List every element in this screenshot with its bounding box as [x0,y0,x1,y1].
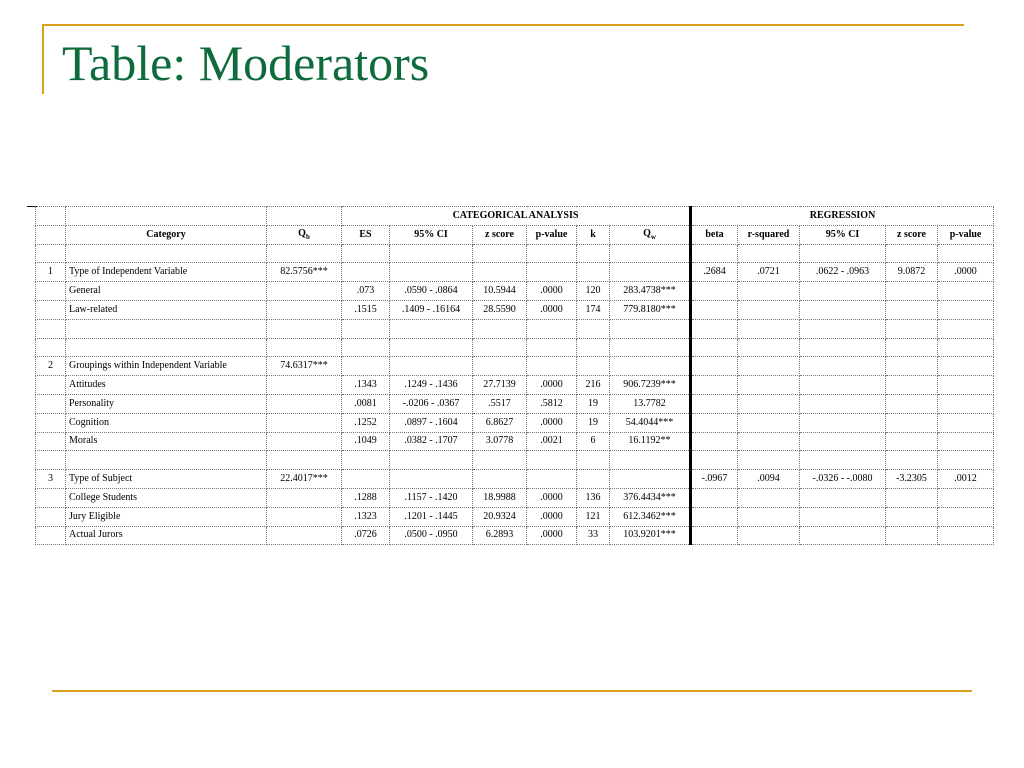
empty-cell [577,319,610,338]
cell-reg-p: .0012 [938,470,994,489]
col-header-qw: $Q_w$ [610,225,691,244]
cell-category: Type of Independent Variable [66,263,267,282]
cell-z: 6.2893 [473,526,527,545]
cell-r2: .0094 [738,470,800,489]
cell-beta [691,507,738,526]
cell-num [36,413,66,432]
cell-reg-p [938,300,994,319]
cell-qb: 82.5756*** [267,263,342,282]
cell-beta [691,488,738,507]
cell-reg-p [938,507,994,526]
cell-p: .0000 [527,488,577,507]
col-header-es: ES [342,225,390,244]
empty-cell [36,244,66,263]
cell-ci: .0382 - .1707 [390,432,473,451]
category-row [36,263,994,282]
cell-category: Law-related [66,300,267,319]
category-row [36,470,994,489]
cell-qw [610,263,691,282]
blank-row [36,319,994,338]
cell-beta [691,413,738,432]
cell-es: .1515 [342,300,390,319]
subcategory-row [36,413,994,432]
cell-p: .5812 [527,394,577,413]
cell-reg-p [938,282,994,301]
cell-es: .1252 [342,413,390,432]
empty-cell [938,319,994,338]
cell-ci: .1201 - .1445 [390,507,473,526]
cell-reg-ci [800,526,886,545]
cell-reg-z [886,394,938,413]
empty-cell [342,244,390,263]
cell-reg-p [938,413,994,432]
col-header-category: Category [66,225,267,244]
col-header-k: k [577,225,610,244]
empty-cell [390,244,473,263]
subcategory-row [36,300,994,319]
subcategory-row [36,376,994,395]
regression-header: REGRESSION [691,207,994,226]
cell-qw: 612.3462*** [610,507,691,526]
empty-cell [342,451,390,470]
cell-ci: .1157 - .1420 [390,488,473,507]
cell-num: 2 [36,357,66,376]
empty-cell [938,338,994,357]
cell-k [577,263,610,282]
cell-r2: .0721 [738,263,800,282]
empty-cell [610,338,691,357]
cell-r2 [738,394,800,413]
cell-beta [691,526,738,545]
cell-beta: -.0967 [691,470,738,489]
empty-cell [886,451,938,470]
cell-ci: .1249 - .1436 [390,376,473,395]
cell-r2 [738,357,800,376]
cell-category: Groupings within Independent Variable [66,357,267,376]
cell-k [577,470,610,489]
col-header-reg-ci: 95% CI [800,225,886,244]
cell-num [36,526,66,545]
cell-beta [691,376,738,395]
cell-category: Cognition [66,413,267,432]
empty-cell [473,319,527,338]
cell-es: .0726 [342,526,390,545]
blank-row [36,338,994,357]
cell-beta [691,282,738,301]
col-header-reg-z: z score [886,225,938,244]
cell-reg-ci: -.0326 - -.0080 [800,470,886,489]
cell-reg-p [938,526,994,545]
empty-cell [527,319,577,338]
empty-cell [390,319,473,338]
cell-r2 [738,413,800,432]
cell-k: 216 [577,376,610,395]
empty-cell [36,319,66,338]
empty-cell [36,451,66,470]
col-header-p: p-value [527,225,577,244]
cell-p: .0000 [527,507,577,526]
cell-num [36,376,66,395]
empty-cell [390,451,473,470]
cell-k: 120 [577,282,610,301]
cell-num [36,394,66,413]
empty-cell [66,338,267,357]
cell-beta [691,394,738,413]
subcategory-row [36,432,994,451]
empty-cell [886,244,938,263]
blank-row [36,451,994,470]
empty-cell [738,319,800,338]
cell-k: 19 [577,394,610,413]
subcategory-row [36,507,994,526]
cell-z [473,263,527,282]
cell-es: .1049 [342,432,390,451]
cell-qb [267,507,342,526]
cell-reg-z [886,413,938,432]
cell-reg-p [938,488,994,507]
cell-reg-ci [800,488,886,507]
col-header-z: z score [473,225,527,244]
cell-es: .1343 [342,376,390,395]
cell-z: 3.0778 [473,432,527,451]
cell-num [36,300,66,319]
cell-qw: 103.9201*** [610,526,691,545]
category-row [36,357,994,376]
cell-p: .0000 [527,282,577,301]
cell-beta: .2684 [691,263,738,282]
empty-cell [886,338,938,357]
empty-cell [691,319,738,338]
cell-reg-ci [800,432,886,451]
cell-z: 18.9988 [473,488,527,507]
cell-qb [267,376,342,395]
cell-es: .1323 [342,507,390,526]
cell-es: .073 [342,282,390,301]
cell-ci: -.0206 - .0367 [390,394,473,413]
cell-category: Attitudes [66,376,267,395]
cell-z [473,357,527,376]
cell-category: College Students [66,488,267,507]
cell-num [36,507,66,526]
empty-cell [527,338,577,357]
cell-p: .0000 [527,300,577,319]
empty-cell [342,338,390,357]
cell-z [473,470,527,489]
cell-es [342,357,390,376]
empty-cell [610,244,691,263]
empty-cell [577,244,610,263]
empty-cell [66,244,267,263]
empty-cell [342,319,390,338]
left-accent-line [42,24,44,94]
cell-category: Type of Subject [66,470,267,489]
cell-r2 [738,376,800,395]
cell-qw: 54.4044*** [610,413,691,432]
cell-reg-z [886,488,938,507]
col-header-r-squared: r-squared [738,225,800,244]
col-header-reg-p: p-value [938,225,994,244]
subcategory-row [36,394,994,413]
cell-reg-ci [800,376,886,395]
cell-qb: 74.6317*** [267,357,342,376]
cell-reg-p [938,376,994,395]
empty-cell [527,244,577,263]
cell-qw [610,357,691,376]
empty-cell [738,451,800,470]
cell-es [342,263,390,282]
cell-num: 3 [36,470,66,489]
empty-cell [267,244,342,263]
empty-cell [800,244,886,263]
cell-p: .0000 [527,526,577,545]
cell-reg-p: .0000 [938,263,994,282]
cell-qw: 376.4434*** [610,488,691,507]
cell-z: .5517 [473,394,527,413]
moderators-table [35,206,994,545]
cell-qw: 16.1192** [610,432,691,451]
cell-reg-ci [800,282,886,301]
empty-cell [66,451,267,470]
cell-reg-ci [800,394,886,413]
cell-qw: 283.4738*** [610,282,691,301]
cell-p: .0000 [527,376,577,395]
empty-cell [886,319,938,338]
cell-k [577,357,610,376]
empty-cell [267,338,342,357]
cell-qb [267,394,342,413]
blank-row [36,244,994,263]
cell-p: .0000 [527,413,577,432]
empty-cell [691,338,738,357]
moderators-table-container [35,206,993,545]
cell-reg-z [886,282,938,301]
cell-qb [267,488,342,507]
cell-reg-z [886,507,938,526]
cell-reg-ci: .0622 - .0963 [800,263,886,282]
empty-cell [473,244,527,263]
cell-qb [267,300,342,319]
cell-k: 6 [577,432,610,451]
cell-ci [390,263,473,282]
cell-category: Personality [66,394,267,413]
cell-qb [267,413,342,432]
empty-cell [577,451,610,470]
empty-cell [800,451,886,470]
cell-r2 [738,282,800,301]
cell-ci: .0590 - .0864 [390,282,473,301]
cell-reg-z [886,526,938,545]
cell-qb: 22.4017*** [267,470,342,489]
cell-z: 28.5590 [473,300,527,319]
cell-category: Jury Eligible [66,507,267,526]
empty-cell [610,319,691,338]
empty-cell [473,451,527,470]
cell-z: 6.8627 [473,413,527,432]
empty-cell [800,319,886,338]
cell-reg-z: 9.0872 [886,263,938,282]
empty-cell [800,338,886,357]
cell-reg-p [938,394,994,413]
empty-cell [36,338,66,357]
empty-cell [691,451,738,470]
top-accent-line [42,24,964,26]
cell-es: .0081 [342,394,390,413]
cell-reg-ci [800,507,886,526]
cell-reg-ci [800,300,886,319]
cell-reg-ci [800,413,886,432]
col-header-beta: beta [691,225,738,244]
cell-reg-z [886,357,938,376]
empty-cell [267,451,342,470]
empty-cell [738,244,800,263]
cell-k: 33 [577,526,610,545]
cell-category: General [66,282,267,301]
empty-cell [938,244,994,263]
cell-num [36,282,66,301]
cell-num [36,488,66,507]
cell-category: Actual Jurors [66,526,267,545]
cell-reg-p [938,432,994,451]
cell-beta [691,357,738,376]
cell-r2 [738,488,800,507]
cell-k: 174 [577,300,610,319]
cell-reg-z [886,432,938,451]
cell-category: Morals [66,432,267,451]
cell-k: 121 [577,507,610,526]
cell-reg-ci [800,357,886,376]
cell-ci [390,357,473,376]
cell-p [527,263,577,282]
cell-ci: .0897 - .1604 [390,413,473,432]
cell-r2 [738,526,800,545]
cell-qb [267,526,342,545]
cell-qw: 906.7239*** [610,376,691,395]
cell-qb [267,282,342,301]
cell-z: 20.9324 [473,507,527,526]
cell-es [342,470,390,489]
cell-beta [691,432,738,451]
empty-cell [577,338,610,357]
subcategory-row [36,526,994,545]
cell-ci: .0500 - .0950 [390,526,473,545]
bottom-accent-line [52,690,972,692]
cell-es: .1288 [342,488,390,507]
cell-ci [390,470,473,489]
cell-r2 [738,507,800,526]
empty-cell [610,451,691,470]
cell-qb [267,432,342,451]
subcategory-row [36,488,994,507]
col-header-ci: 95% CI [390,225,473,244]
group-header-row [36,207,994,226]
empty-cell [938,451,994,470]
slide-title: Table: Moderators [62,35,430,91]
cell-k: 19 [577,413,610,432]
col-header-qb: $Q_b$ [267,225,342,244]
subcategory-row [36,282,994,301]
cell-qw: 13.7782 [610,394,691,413]
cell-reg-p [938,357,994,376]
cell-qw [610,470,691,489]
cell-r2 [738,300,800,319]
cell-k: 136 [577,488,610,507]
cell-p: .0021 [527,432,577,451]
empty-cell [738,338,800,357]
categorical-analysis-header: CATEGORICAL ANALYSIS [342,207,691,226]
empty-cell [691,244,738,263]
cell-z: 10.5944 [473,282,527,301]
empty-cell [473,338,527,357]
cell-reg-z: -3.2305 [886,470,938,489]
table-body [36,244,994,545]
empty-cell [527,451,577,470]
empty-cell [267,319,342,338]
cell-ci: .1409 - .16164 [390,300,473,319]
cell-num [36,432,66,451]
cell-p [527,470,577,489]
empty-cell [390,338,473,357]
cell-beta [691,300,738,319]
cell-reg-z [886,300,938,319]
column-header-row [36,225,994,244]
cell-r2 [738,432,800,451]
cell-z: 27.7139 [473,376,527,395]
cell-num: 1 [36,263,66,282]
cell-reg-z [886,376,938,395]
cell-p [527,357,577,376]
cell-qw: 779.8180*** [610,300,691,319]
empty-cell [66,319,267,338]
